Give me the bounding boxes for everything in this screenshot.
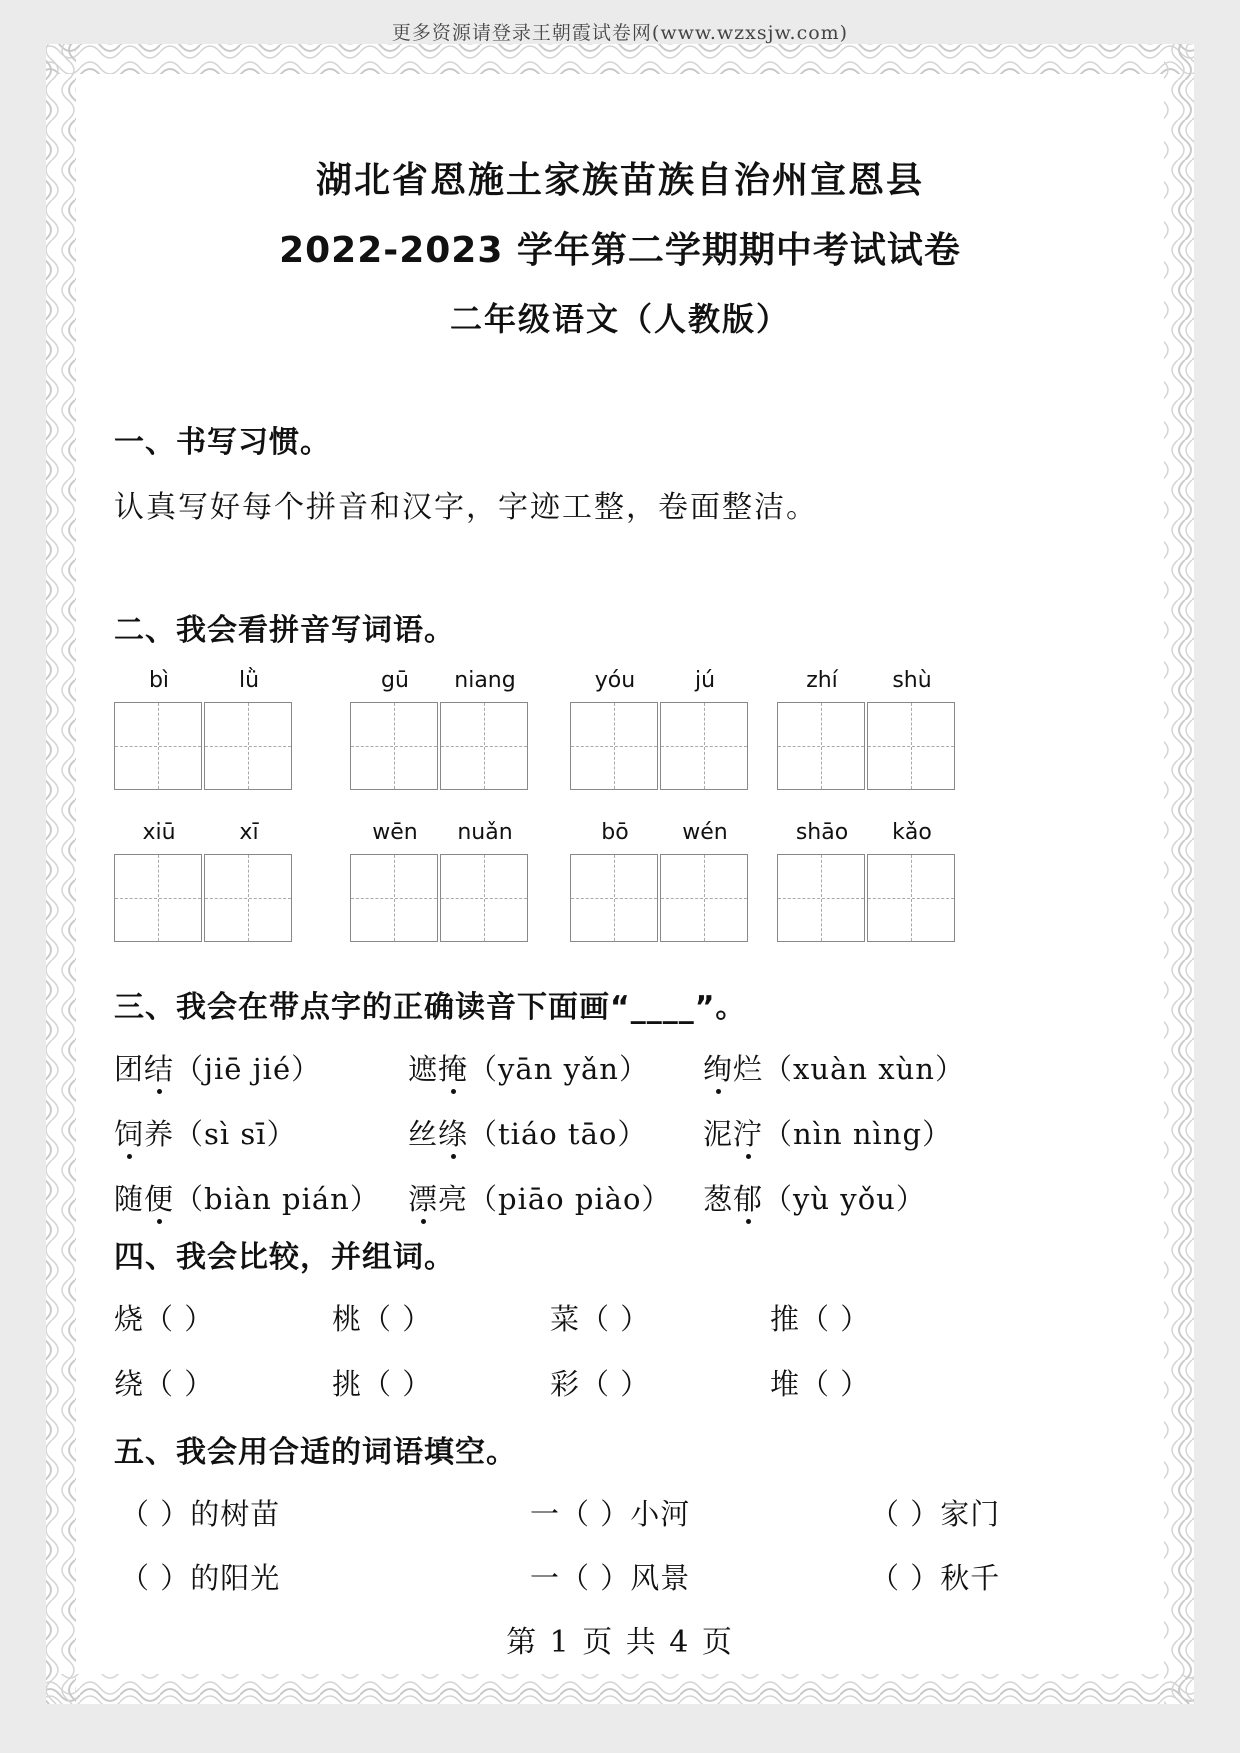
compare-word-blank[interactable]: 推（ ） — [770, 1302, 871, 1336]
writing-box[interactable] — [867, 854, 955, 942]
writing-box[interactable] — [570, 702, 658, 790]
section1-heading: 一、书写习惯。 — [114, 425, 331, 460]
pinyin-options[interactable]: （sì sī） — [174, 1117, 297, 1151]
pronunciation-item — [114, 1047, 321, 1088]
writing-box[interactable] — [777, 854, 865, 942]
dotted-char: 结 — [144, 1047, 174, 1088]
pinyin-label: shāo — [795, 820, 849, 845]
writing-box[interactable] — [440, 854, 528, 942]
section1-text: 认真写好每个拼音和汉字，字迹工整，卷面整洁。 — [114, 490, 818, 525]
exam-title-region: 湖北省恩施土家族苗族自治州宣恩县 — [315, 160, 924, 201]
pinyin-label: xiū — [142, 820, 176, 845]
fill-blank-item[interactable]: （ ）秋千 — [870, 1561, 1001, 1595]
compare-word-blank[interactable]: 挑（ ） — [332, 1367, 433, 1401]
writing-box[interactable] — [660, 702, 748, 790]
compare-word-blank[interactable]: 菜（ ） — [550, 1302, 651, 1336]
fill-blank-item[interactable]: （ ）家门 — [870, 1497, 1001, 1531]
dotted-char: 饲 — [114, 1112, 144, 1153]
pronunciation-item — [408, 1177, 671, 1218]
compare-word-blank[interactable]: 堆（ ） — [770, 1367, 871, 1401]
pinyin-options[interactable]: （tiáo tāo） — [468, 1117, 648, 1151]
pinyin-label: niang — [454, 668, 516, 693]
word-char: 烂 — [733, 1052, 764, 1086]
fill-blank-item[interactable]: 一（ ）风景 — [530, 1561, 691, 1595]
pronunciation-item — [703, 1177, 926, 1218]
writing-box[interactable] — [350, 854, 438, 942]
section3-heading: 三、我会在带点字的正确读音下面画“____”。 — [114, 990, 747, 1025]
dotted-char: 郁 — [733, 1177, 763, 1218]
pinyin-options[interactable]: （jiē jié） — [174, 1052, 322, 1086]
compare-word-blank[interactable]: 绕（ ） — [114, 1367, 215, 1401]
pronunciation-item — [408, 1047, 649, 1088]
word-char: 丝 — [408, 1117, 439, 1151]
dotted-char: 绦 — [438, 1112, 468, 1153]
pinyin-label: jú — [694, 668, 716, 693]
pinyin-label: yóu — [594, 668, 636, 693]
pinyin-options[interactable]: （piāo piào） — [468, 1182, 672, 1216]
page-footer: 第 1 页 共 4 页 — [506, 1625, 734, 1660]
fill-blank-item[interactable]: （ ）的树苗 — [120, 1497, 281, 1531]
word-char: 团 — [114, 1052, 145, 1086]
pinyin-label: xī — [239, 820, 259, 845]
pinyin-label: wén — [682, 820, 728, 845]
dotted-char: 漂 — [408, 1177, 438, 1218]
exam-title-year: 2022-2023 学年第二学期期中考试试卷 — [279, 230, 961, 271]
pinyin-options[interactable]: （biàn pián） — [174, 1182, 380, 1216]
dotted-char: 泞 — [733, 1112, 763, 1153]
writing-box[interactable] — [114, 854, 202, 942]
pinyin-label: wēn — [372, 820, 418, 845]
pinyin-label: zhí — [806, 668, 838, 693]
exam-title-subject: 二年级语文（人教版） — [449, 300, 790, 338]
header-note: 更多资源请登录王朝霞试卷网(www.wzxsjw.com) — [391, 22, 849, 44]
compare-word-blank[interactable]: 彩（ ） — [550, 1367, 651, 1401]
pinyin-options[interactable]: （yān yǎn） — [468, 1052, 649, 1086]
pinyin-options[interactable]: （xuàn xùn） — [763, 1052, 965, 1086]
pronunciation-item — [114, 1177, 380, 1218]
pronunciation-item — [114, 1112, 297, 1153]
word-char: 泥 — [703, 1117, 734, 1151]
section4-heading: 四、我会比较，并组词。 — [114, 1240, 455, 1275]
pinyin-label: bì — [148, 668, 170, 693]
exam-page — [70, 72, 1170, 1682]
writing-box[interactable] — [114, 702, 202, 790]
writing-box[interactable] — [867, 702, 955, 790]
word-char: 遮 — [408, 1052, 439, 1086]
pronunciation-item — [703, 1047, 965, 1088]
compare-word-blank[interactable]: 桃（ ） — [332, 1302, 433, 1336]
writing-box[interactable] — [204, 702, 292, 790]
writing-box[interactable] — [660, 854, 748, 942]
pinyin-label: gū — [381, 668, 409, 693]
word-char: 亮 — [438, 1182, 469, 1216]
fill-blank-item[interactable]: （ ）的阳光 — [120, 1561, 281, 1595]
dotted-char: 便 — [144, 1177, 174, 1218]
writing-box[interactable] — [204, 854, 292, 942]
fill-blank-item[interactable]: 一（ ）小河 — [530, 1497, 691, 1531]
pinyin-label: kǎo — [892, 820, 932, 845]
writing-box[interactable] — [777, 702, 865, 790]
pinyin-options[interactable]: （yù yǒu） — [763, 1182, 926, 1216]
pinyin-options[interactable]: （nìn nìng） — [763, 1117, 953, 1151]
section2-heading: 二、我会看拼音写词语。 — [114, 613, 455, 648]
section5-heading: 五、我会用合适的词语填空。 — [114, 1435, 517, 1470]
word-char: 养 — [144, 1117, 175, 1151]
dotted-char: 掩 — [438, 1047, 468, 1088]
pinyin-label: bō — [601, 820, 629, 845]
pinyin-label: shù — [892, 668, 932, 693]
pronunciation-item — [408, 1112, 647, 1153]
word-char: 葱 — [703, 1182, 734, 1216]
dotted-char: 绚 — [703, 1047, 733, 1088]
pinyin-label: nuǎn — [457, 820, 513, 845]
writing-box[interactable] — [440, 702, 528, 790]
compare-word-blank[interactable]: 烧（ ） — [114, 1302, 215, 1336]
writing-box[interactable] — [570, 854, 658, 942]
pinyin-label: lǜ — [238, 668, 260, 693]
pronunciation-item — [703, 1112, 952, 1153]
word-char: 随 — [114, 1182, 145, 1216]
writing-box[interactable] — [350, 702, 438, 790]
